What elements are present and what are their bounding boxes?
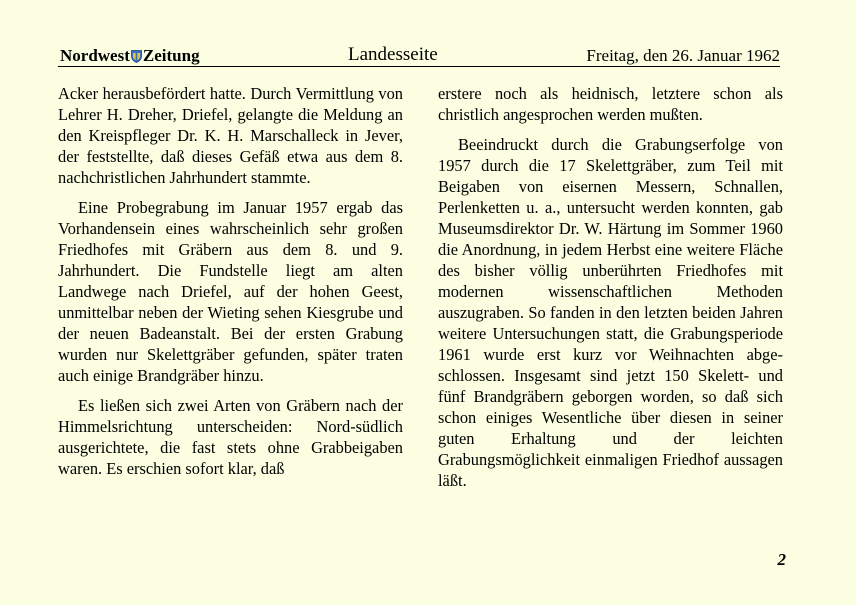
paragraph: Eine Probegrabung im Januar 1957 ergab das Vorhandensein eines wahrscheinlich sehr großen Friedhofes mit Gräbern aus dem 8. und 9. Jahrhundert. Die Fundstelle liegt am alten Landwege nach Driefel, auf der hohen Geest, unmittelbar neben der Wieting sehen Kiesgrube und der neuen Badeanstalt. Bei der ersten Grabung wurden nur Skelettgräber gefunden, später traten auch einige Brandgräber hinzu. (58, 198, 403, 385)
issue-date: Freitag, den 26. Januar 1962 (586, 46, 780, 65)
page-header (58, 44, 780, 67)
paragraph: Es ließen sich zwei Arten von Gräbern nach der Himmelsrichtung unterscheiden: Nord-südlich ausgerichtete, die fast stets ohne Grabbeigaben waren. Es erschien sofort klar, daß (58, 396, 403, 478)
paragraph: erstere noch als heidnisch, letztere schon als christlich angesprochen werden mußten. (438, 84, 783, 124)
coat-of-arms-icon (131, 50, 142, 63)
left-column (58, 83, 403, 488)
newspaper-masthead (60, 46, 200, 66)
page-number: 2 (777, 550, 786, 569)
paragraph: Beeindruckt durch die Grabungserfolge von 1957 durch die 17 Skelettgräber, zum Teil mit Beigaben von eisernen Messern, Schnallen, Perlenketten u. a., untersucht werden konnten, gab Museumsdirektor Dr. W. Härtung im Sommer 1960 die Anordnung, in jedem Herbst eine weitere Fläche des bisher völlig unberührten Friedhofes mit modernen wissenschaftlichen Methoden auszugraben. So fanden in den letzten beiden Jahren weitere Untersuchungen statt, die Grabungsperiode 1961 wurde erst kurz vor Weihnachten abgeschlossen. Insgesamt sind jetzt 150 Skelett- und fünf Brandgräbern geborgen worden, so daß sich schon einiges Wesentliche über diesen in seiner guten Erhaltung und der leichten Grabungsmöglichkeit einmaligen Friedhof aussagen läßt. (438, 135, 783, 490)
section-title: Landesseite (348, 44, 438, 65)
masthead-word-left: Nordwest (60, 46, 130, 65)
masthead-word-right: Zeitung (142, 46, 200, 65)
right-column (438, 83, 783, 500)
paragraph: Acker herausbefördert hatte. Durch Vermittlung von Lehrer H. Dreher, Driefel, gelangte die Meldung an den Kreispfleger Dr. K. H. Marschalleck in Jever, der feststellte, daß dieses Gefäß etwa aus dem 8. nachchristlichen Jahrhundert stammte. (58, 84, 403, 187)
